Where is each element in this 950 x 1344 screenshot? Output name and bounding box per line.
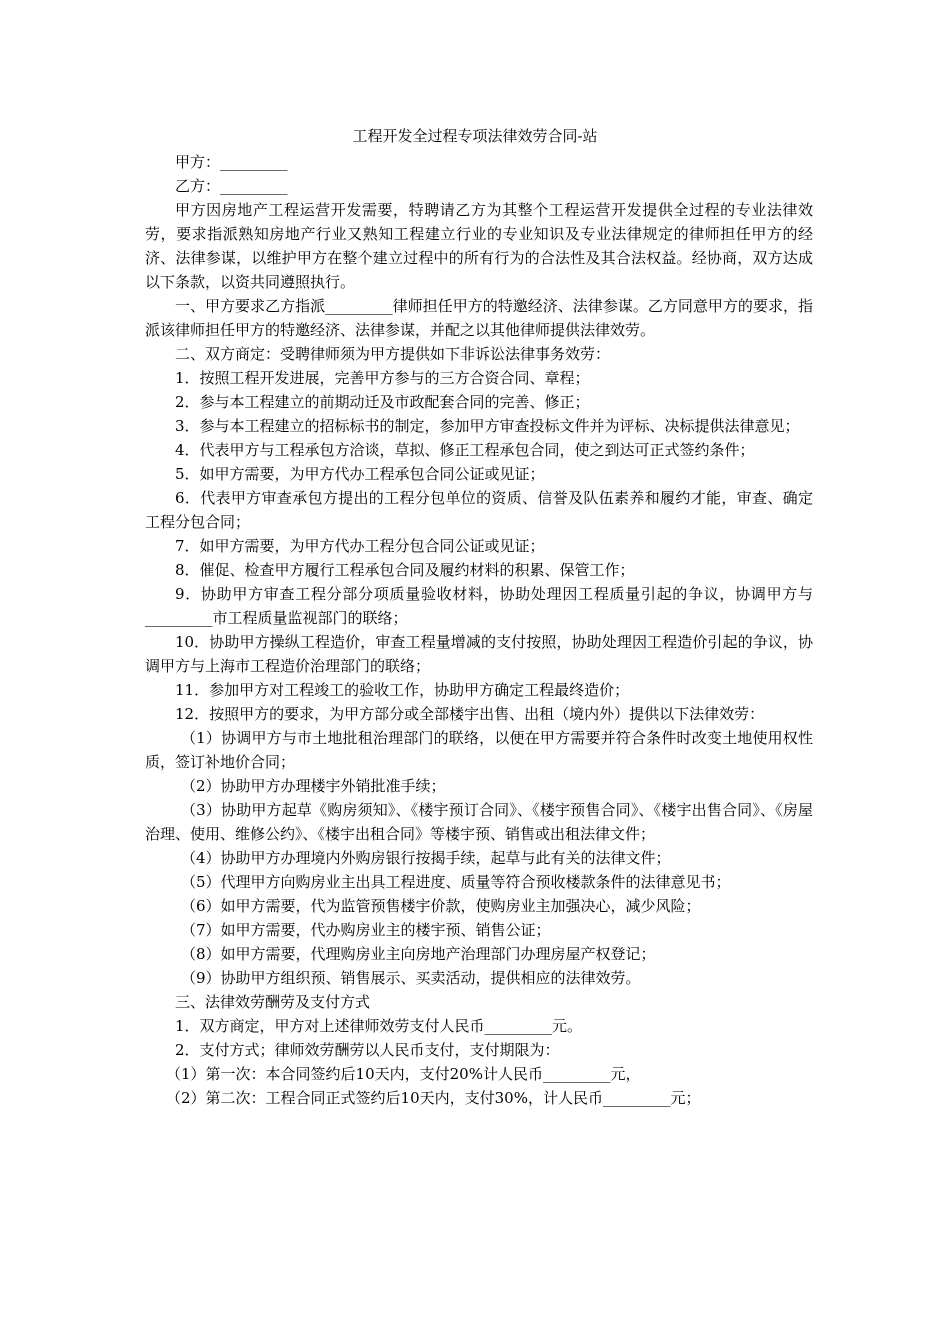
paragraph: （6）如甲方需要，代为监管预售楼宇价款，使购房业主加强决心，减少风险； — [181, 897, 701, 915]
paragraph: 9．协助甲方审查工程分部分项质量验收材料，协助处理因工程质量引起的争议，协调甲方与_________市工程质量监视部门的联络； — [145, 585, 813, 627]
paragraph: 一、甲方要求乙方指派_________律师担任甲方的特邀经济、法律参谋。乙方同意甲方的要求，指派该律师担任甲方的特邀经济、法律参谋，并配之以其他律师提供法律效劳。 — [145, 297, 813, 339]
paragraph: 10．协助甲方操纵工程造价，审查工程量增减的支付按照，协助处理因工程造价引起的争议，协调甲方与上海市工程造价治理部门的联络； — [145, 633, 813, 675]
paragraph: 6．代表甲方审查承包方提出的工程分包单位的资质、信誉及队伍素养和履约才能，审查、确定工程分包合同； — [145, 489, 813, 531]
paragraph: 12．按照甲方的要求，为甲方部分或全部楼宇出售、出租（境内外）提供以下法律效劳： — [175, 705, 765, 723]
paragraph: （5）代理甲方向购房业主出具工程进度、质量等符合预收楼款条件的法律意见书； — [181, 873, 731, 891]
paragraph: 8．催促、检查甲方履行工程承包合同及履约材料的积累、保管工作； — [175, 561, 635, 579]
paragraph: 1．双方商定，甲方对上述律师效劳支付人民币_________元。 — [175, 1017, 583, 1035]
document-body — [145, 150, 813, 1110]
paragraph: 二、双方商定：受聘律师须为甲方提供如下非诉讼法律事务效劳： — [175, 345, 611, 363]
paragraph: 2．参与本工程建立的前期动迁及市政配套合同的完善、修正； — [175, 393, 590, 411]
paragraph: 4．代表甲方与工程承包方洽谈，草拟、修正工程承包合同，使之到达可正式签约条件； — [175, 441, 755, 459]
paragraph: 甲方因房地产工程运营开发需要，特聘请乙方为其整个工程运营开发提供全过程的专业法律效劳，要求指派熟知房地产行业又熟知工程建立行业的专业知识及专业法律规定的律师担任甲方的经济、法律参谋，以维护甲方在整个建立过程中的所有行为的合法性及其合法权益。经协商，双方达成以下条款，以资共同遵照执行。 — [145, 201, 813, 291]
paragraph: （1）协调甲方与市土地批租治理部门的联络，以便在甲方需要并符合条件时改变土地使用权性质，签订补地价合同； — [145, 729, 813, 771]
paragraph: （1）第一次：本合同签约后10天内，支付20%计人民币_________元， — [166, 1065, 641, 1083]
paragraph: 11．参加甲方对工程竣工的验收工作，协助甲方确定工程最终造价； — [175, 681, 630, 699]
paragraph: （9）协助甲方组织预、销售展示、买卖活动，提供相应的法律效劳。 — [181, 969, 641, 987]
paragraph: 甲方：_________ — [175, 153, 288, 171]
paragraph: 3．参与本工程建立的招标标书的制定，参加甲方审查投标文件并为评标、决标提供法律意见； — [175, 417, 800, 435]
paragraph: 5．如甲方需要，为甲方代办工程承包合同公证或见证； — [175, 465, 545, 483]
document-title: 工程开发全过程专项法律效劳合同-站 — [352, 127, 598, 145]
paragraph: （7）如甲方需要，代办购房业主的楼宇预、销售公证； — [181, 921, 551, 939]
paragraph: 三、法律效劳酬劳及支付方式 — [175, 993, 371, 1011]
paragraph: （2）第二次：工程合同正式签约后10天内，支付30%，计人民币_________元； — [166, 1089, 701, 1107]
paragraph: 7．如甲方需要，为甲方代办工程分包合同公证或见证； — [175, 537, 545, 555]
paragraph: （3）协助甲方起草《购房须知》、《楼宇预订合同》、《楼宇预售合同》、《楼宇出售合同》、《房屋治理、使用、维修公约》、《楼宇出租合同》等楼宇预、销售或出租法律文件； — [145, 801, 813, 843]
paragraph: 乙方：_________ — [175, 177, 288, 195]
paragraph: 2．支付方式；律师效劳酬劳以人民币支付，支付期限为： — [175, 1041, 560, 1059]
paragraph: （2）协助甲方办理楼宇外销批准手续； — [181, 777, 446, 795]
paragraph: （8）如甲方需要，代理购房业主向房地产治理部门办理房屋产权登记； — [181, 945, 656, 963]
paragraph: （4）协助甲方办理境内外购房银行按揭手续，起草与此有关的法律文件； — [181, 849, 671, 867]
paragraph: 1．按照工程开发进展，完善甲方参与的三方合资合同、章程； — [175, 369, 590, 387]
